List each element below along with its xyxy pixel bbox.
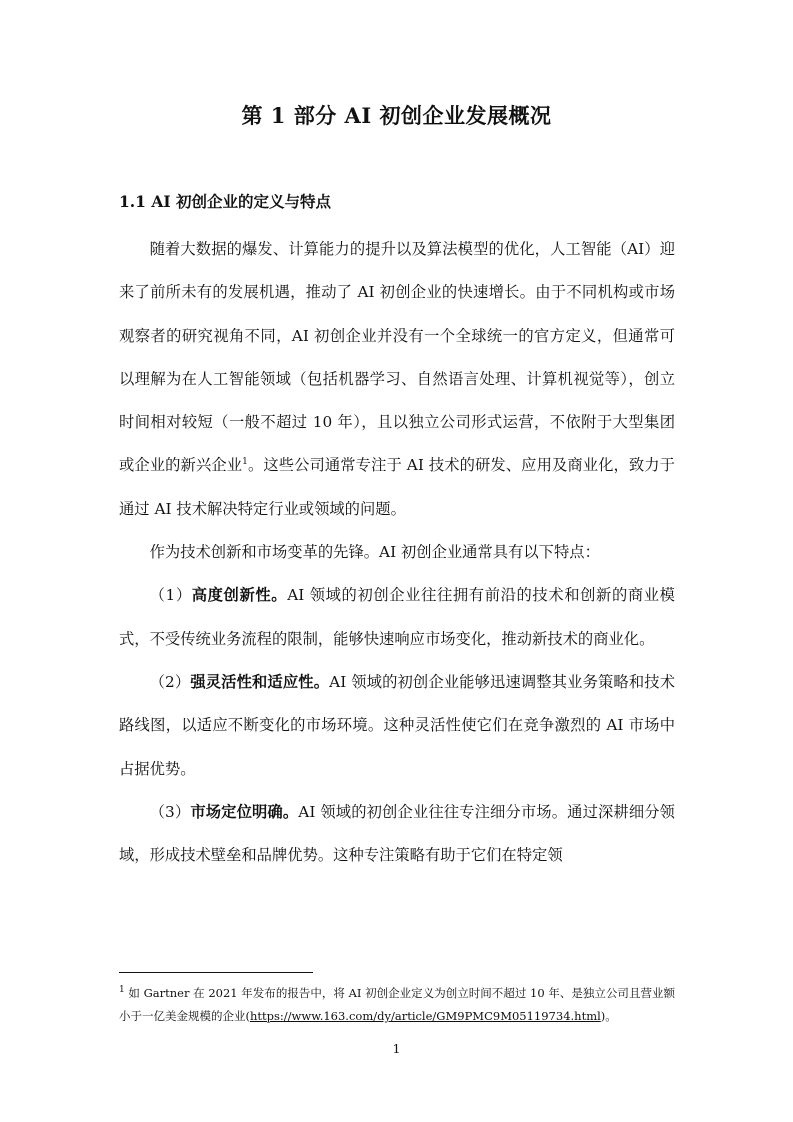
paragraph-text: 随着大数据的爆发、计算能力的提升以及算法模型的优化，人工智能（AI）迎来了前所未有的发展机遇，推动了 AI 初创企业的快速增长。由于不同机构或市场观察者的研究视角不同，AI 初创企业并没有一个全球统一的官方定义，但通常可以理解为在人工智能领域（包括机器学习、自然语言处理、计算机视觉等），创立时间相对较短（一般不超过 10 年），且以独立公司形式运营，不依附于大型集团或企业的新兴企业 xyxy=(119,240,675,475)
section-heading: 1.1 AI 初创企业的定义与特点 xyxy=(119,192,332,211)
feature-title: 高度创新性。 xyxy=(191,586,288,605)
list-number: （3） xyxy=(149,802,191,821)
paragraph-definition xyxy=(119,228,675,531)
footnote xyxy=(119,982,675,1028)
feature-text: AI 领域的初创企业往往拥有前沿的技术和创新的商业模式，不受传统业务流程的限制，能够快速响应市场变化，推动新技术的商业化。 xyxy=(119,586,675,648)
list-number: （1） xyxy=(149,586,192,605)
paragraph-feature-innovation xyxy=(119,574,675,661)
feature-title: 强灵活性和适应性。 xyxy=(190,672,330,691)
footnote-marker: 1 xyxy=(119,985,125,996)
footnote-reference[interactable]: 1 xyxy=(242,457,248,468)
feature-title: 市场定位明确。 xyxy=(190,802,299,821)
footnote-text-end: )。 xyxy=(600,1009,617,1023)
paragraph-intro-features: 作为技术创新和市场变革的先锋。AI 初创企业通常具有以下特点： xyxy=(149,543,600,562)
footnote-link[interactable]: https://www.163.com/dy/article/GM9PMC9M05119734.html xyxy=(250,1009,601,1023)
body-text xyxy=(119,228,675,877)
page-number: 1 xyxy=(392,1041,401,1056)
feature-text: AI 领域的初创企业往往专注细分市场。通过深耕细分领域，形成技术壁垒和品牌优势。这种专注策略有助于它们在特定领 xyxy=(119,802,675,865)
paragraph-text: 。这些公司通常专注于 AI 技术的研发、应用及商业化，致力于通过 AI 技术解决特定行业或领域的问题。 xyxy=(119,456,675,518)
feature-text: AI 领域的初创企业能够迅速调整其业务策略和技术路线图，以适应不断变化的市场环境。这种灵活性使它们在竞争激烈的 AI 市场中占据优势。 xyxy=(119,672,675,778)
list-number: （2） xyxy=(149,672,191,691)
paragraph-feature-flexibility xyxy=(119,661,675,791)
footnote-text: 如 Gartner 在 2021 年发布的报告中，将 AI 初创企业定义为创立时间不超过 10 年、是独立公司且营业额小于一亿美金规模的企业( xyxy=(119,986,675,1023)
page-title: 第 1 部分 AI 初创企业发展概况 xyxy=(241,103,552,128)
paragraph-feature-positioning xyxy=(119,791,675,878)
footnote-divider xyxy=(119,972,313,973)
